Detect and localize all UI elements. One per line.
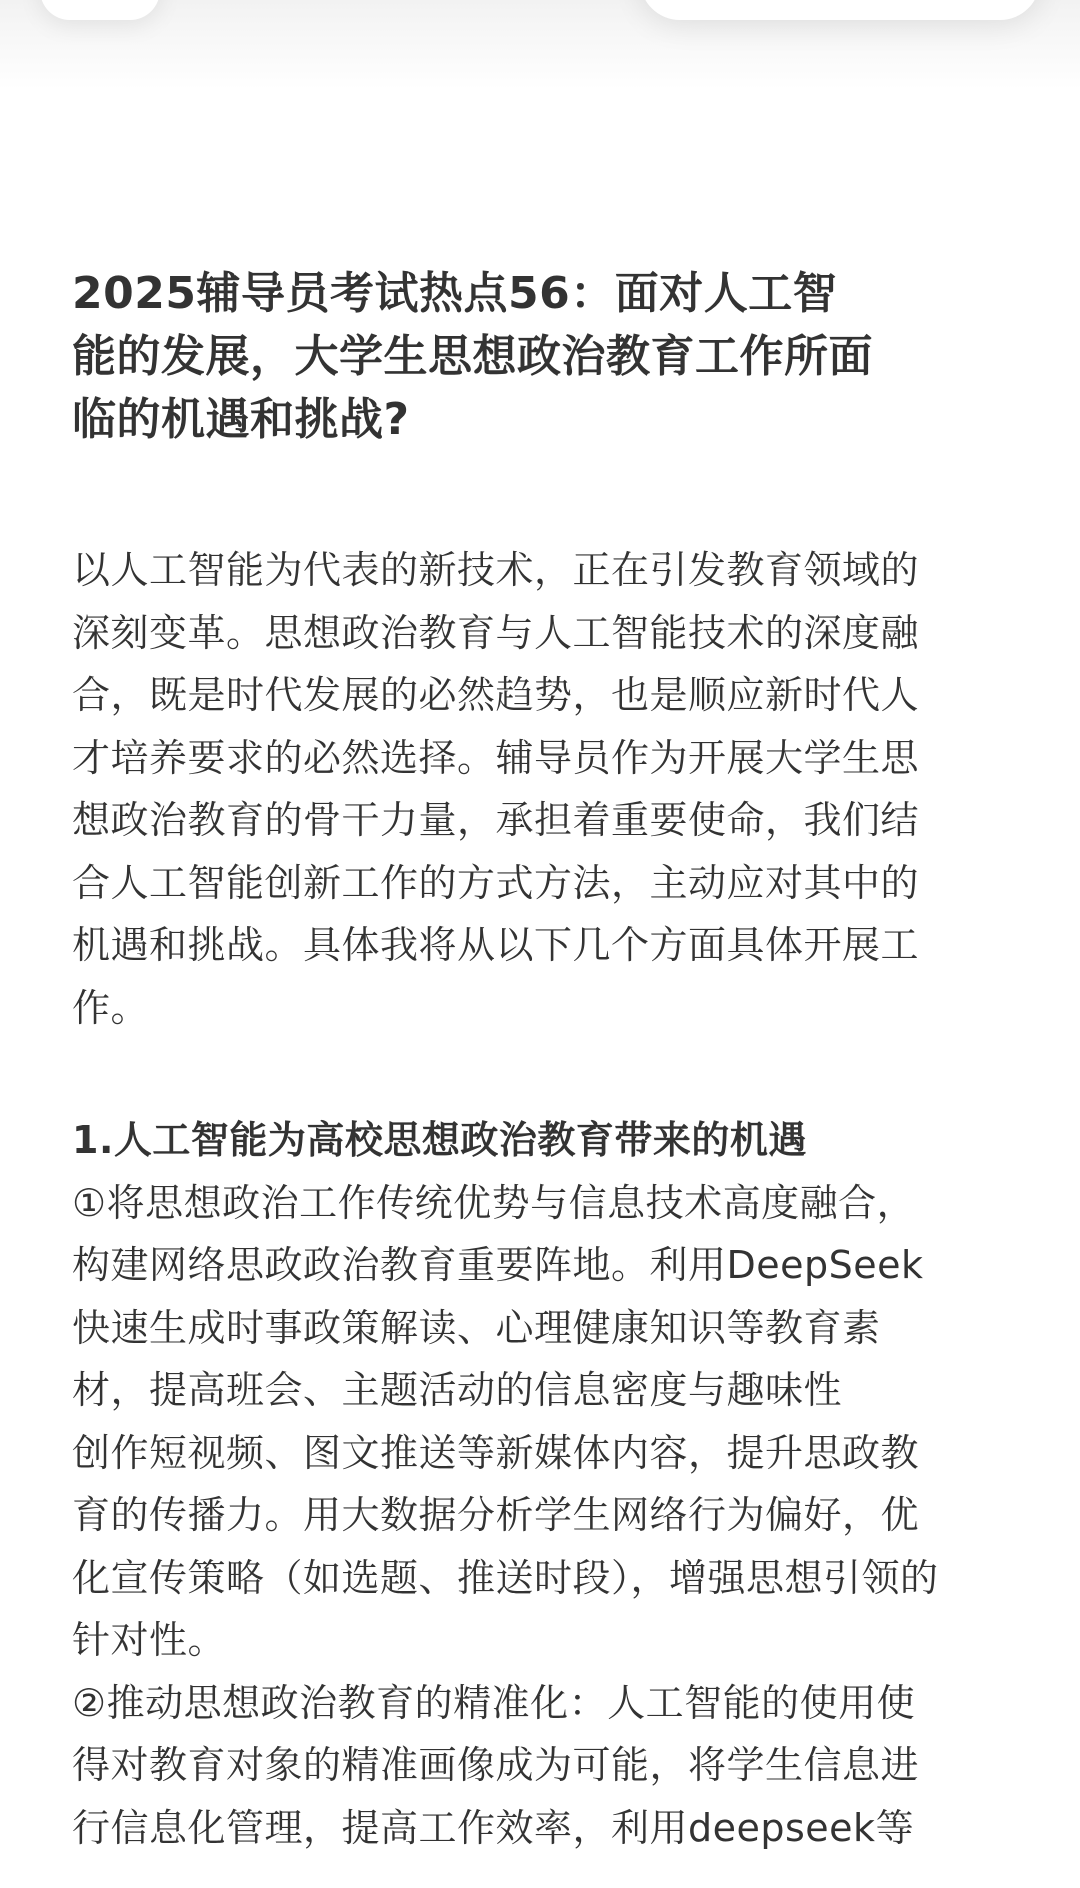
intro-line: 以人工智能为代表的新技术，正在引发教育领域的 — [72, 548, 920, 592]
intro-line: 合人工智能创新工作的方式方法，主动应对其中的 — [72, 860, 920, 905]
point-2-line: 得对教育对象的精准画像成为可能，将学生信息进 — [72, 1743, 920, 1787]
intro-line: 才培养要求的必然选择。辅导员作为开展大学生思 — [72, 735, 920, 780]
point-1-line: 育的传播力。用大数据分析学生网络行为偏好，优 — [72, 1493, 920, 1537]
point-1-line: 化宣传策略（如选题、推送时段），增强思想引领的 — [72, 1555, 939, 1600]
point-1-line: 创作短视频、图文推送等新媒体内容，提升思政教 — [72, 1430, 920, 1475]
point-2-paragraph — [72, 1672, 1002, 1860]
point-2-line: ②推动思想政治教育的精准化：人工智能的使用使 — [72, 1680, 916, 1725]
point-1-line: 构建网络思政政治教育重要阵地。利用DeepSeek — [72, 1243, 924, 1287]
title-line: 能的发展，大学生思想政治教育工作所面 — [72, 331, 873, 382]
intro-line: 合，既是时代发展的必然趋势，也是顺应新时代人 — [72, 673, 920, 717]
intro-line: 深刻变革。思想政治教育与人工智能技术的深度融 — [72, 610, 920, 655]
section-heading: 1.人工智能为高校思想政治教育带来的机遇 — [72, 1118, 807, 1162]
intro-line: 机遇和挑战。具体我将从以下几个方面具体开展工 — [72, 923, 920, 967]
top-navigation-bar — [0, 0, 1080, 90]
intro-paragraph — [72, 539, 1002, 1039]
title-line: 2025辅导员考试热点56：面对人工智 — [72, 268, 838, 319]
point-1-line: 材，提高班会、主题活动的信息密度与趣味性 — [72, 1368, 843, 1412]
article-content — [72, 262, 1002, 1859]
title-line: 临的机遇和挑战? — [72, 394, 410, 445]
article-title — [72, 262, 1002, 451]
intro-line: 想政治教育的骨干力量，承担着重要使命，我们结 — [72, 798, 920, 842]
point-1-line: 针对性。 — [72, 1618, 227, 1662]
point-1-paragraph — [72, 1172, 1002, 1672]
point-2-line: 行信息化管理，提高工作效率，利用deepseek等 — [72, 1805, 915, 1850]
point-1-line: ①将思想政治工作传统优势与信息技术高度融合， — [72, 1180, 916, 1225]
point-1-line: 快速生成时事政策解读、心理健康知识等教育素 — [72, 1305, 881, 1350]
back-button-area[interactable] — [40, 0, 160, 20]
intro-line: 作。 — [72, 985, 150, 1030]
top-action-area[interactable] — [640, 0, 1040, 20]
